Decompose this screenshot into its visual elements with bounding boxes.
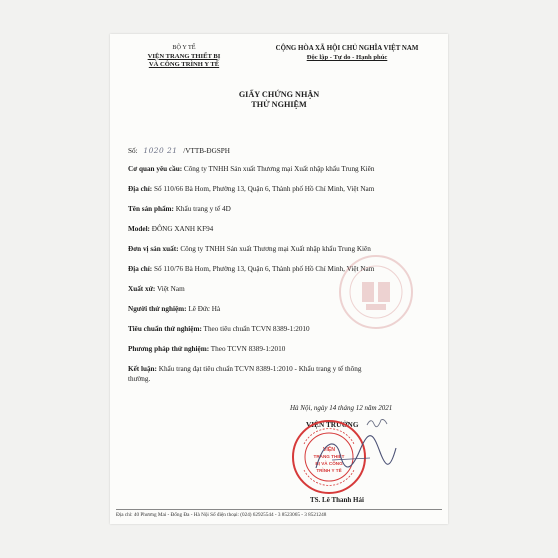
field-label: Model: xyxy=(128,225,150,233)
field-label: Kết luận: xyxy=(128,365,157,373)
field-value: Công ty TNHH Sản xuất Thương mại Xuất nhập khẩu Trung Kiên xyxy=(178,245,371,253)
institute-name-line2: VÀ CÔNG TRÌNH Y TẾ xyxy=(148,61,220,69)
field-requesting-agency xyxy=(128,165,374,174)
issue-date: Hà Nội, ngày 14 tháng 12 năm 2021 xyxy=(290,404,393,412)
svg-text:TRÌNH Y TẾ: TRÌNH Y TẾ xyxy=(316,468,342,473)
field-value: Việt Nam xyxy=(155,285,185,293)
field-tester xyxy=(128,305,220,314)
field-label: Phương pháp thử nghiệm: xyxy=(128,345,210,353)
field-value: Lê Đức Hà xyxy=(186,305,221,313)
field-model xyxy=(128,225,213,234)
document-title-line2: THỬ NGHIỆM xyxy=(251,100,307,109)
country-name: CỘNG HÒA XÃ HỘI CHỦ NGHĨA VIỆT NAM xyxy=(275,45,419,52)
field-label: Tên sản phẩm: xyxy=(128,205,174,213)
field-value: Khẩu trang y tế 4D xyxy=(173,205,231,213)
field-conclusion-continued xyxy=(128,375,150,384)
field-label: Xuất xứ: xyxy=(128,285,156,293)
field-value: thường. xyxy=(128,375,151,383)
document-number-handwritten: 1020 21 xyxy=(143,146,178,155)
certificate-page xyxy=(110,34,448,524)
field-value: ĐÔNG XANH KF94 xyxy=(149,225,214,233)
institute-name-line1: VIỆN TRANG THIẾT BỊ xyxy=(147,52,221,60)
field-value: Khẩu trang đạt tiêu chuẩn TCVN 8389-1:2010 - Khẩu trang y tế thông xyxy=(156,365,362,373)
field-label: Cơ quan yêu cầu: xyxy=(128,165,183,173)
field-value: Công ty TNHH Sản xuất Thương mại Xuất nhập khẩu Trung Kiên xyxy=(182,165,375,173)
field-conclusion xyxy=(128,365,361,374)
svg-text:TRANG THIẾT: TRANG THIẾT xyxy=(313,454,345,459)
footer-contact: Địa chỉ: 40 Phương Mai - Đống Đa - Hà Nội Số điện thoại: (024) 62925544 - 3 8523065 - 3 8521248 xyxy=(116,512,327,518)
svg-text:BỊ VÀ CÔNG: BỊ VÀ CÔNG xyxy=(315,461,343,466)
field-test-method xyxy=(128,345,285,354)
document-number-label: Số: xyxy=(128,147,138,155)
handwritten-signature-icon xyxy=(310,430,400,480)
initials-scribble-icon xyxy=(366,416,388,428)
document-number xyxy=(128,146,230,155)
watermark-emblem-icon xyxy=(336,252,416,332)
field-value: Số 110/66 Bà Hom, Phường 13, Quận 6, Thành phố Hồ Chí Minh, Việt Nam xyxy=(152,185,375,193)
footer-divider xyxy=(116,509,442,510)
field-value: Theo TCVN 8389-1:2010 xyxy=(209,345,286,353)
field-label: Địa chỉ: xyxy=(128,265,153,273)
field-label: Đơn vị sản xuất: xyxy=(128,245,179,253)
ministry-name: BỘ Y TẾ xyxy=(172,44,196,51)
field-test-standard xyxy=(128,325,310,334)
field-label: Tiêu chuẩn thử nghiệm: xyxy=(128,325,202,333)
national-header xyxy=(248,44,446,62)
svg-text:VIỆN: VIỆN xyxy=(322,447,336,453)
document-title-line1: GIẤY CHỨNG NHẬN xyxy=(238,90,320,99)
document-number-suffix: /VTTB-ĐGSPH xyxy=(183,147,230,155)
field-manufacturer xyxy=(128,245,371,254)
field-value: Theo tiêu chuẩn TCVN 8389-1:2010 xyxy=(201,325,310,333)
field-product-name xyxy=(128,205,231,214)
field-value: Số 110/76 Bà Hom, Phường 13, Quận 6, Thành phố Hồ Chí Minh, Việt Nam xyxy=(152,265,375,273)
field-requester-address xyxy=(128,185,374,194)
signer-name: TS. Lê Thanh Hải xyxy=(310,496,364,504)
national-motto: Độc lập - Tự do - Hạnh phúc xyxy=(306,54,388,61)
issuer-header xyxy=(128,44,240,70)
field-label: Địa chỉ: xyxy=(128,185,153,193)
field-origin xyxy=(128,285,185,294)
director-title: VIỆN TRƯỞNG xyxy=(306,420,359,429)
field-label: Người thử nghiệm: xyxy=(128,305,187,313)
